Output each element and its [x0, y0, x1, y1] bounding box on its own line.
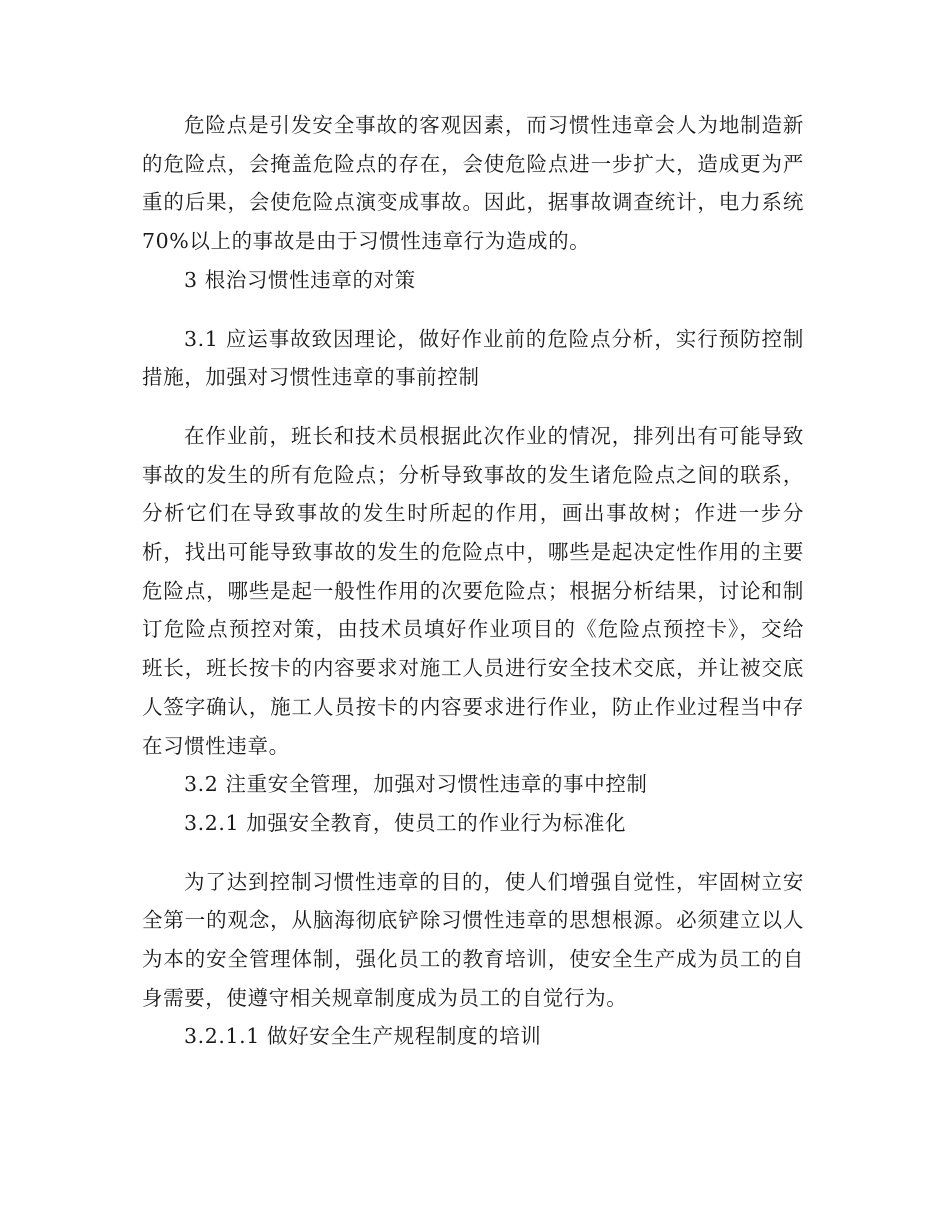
paragraph-safety-education: 为了达到控制习惯性违章的目的，使人们增强自觉性，牢固树立安全第一的观念，从脑海彻底铲除习惯性违章的思想根源。必须建立以人为本的安全管理体制，强化员工的教育培训，使安全生产成为员工的自身需要，使遵守相关规章制度成为员工的自觉行为。 — [142, 869, 804, 1010]
section-heading-3-2-1: 3.2.1 加强安全教育，使员工的作业行为标准化 — [184, 810, 627, 835]
section-heading-3: 3 根治习惯性违章的对策 — [184, 267, 416, 292]
section-heading-3-2-1-1: 3.2.1.1 做好安全生产规程制度的培训 — [184, 1024, 542, 1049]
section-heading-3-1: 3.1 应运事故致因理论，做好作业前的危险点分析，实行预防控制措施，加强对习惯性违章的事前控制 — [142, 326, 804, 390]
section-heading-3-2: 3.2 注重安全管理，加强对习惯性违章的事中控制 — [184, 772, 648, 797]
paragraph-risk-points: 危险点是引发安全事故的客观因素，而习惯性违章会人为地制造新的危险点，会掩盖危险点的存在，会使危险点进一步扩大，造成更为严重的后果，会使危险点演变成事故。因此，据事故调查统计，电力系统70%以上的事故是由于习惯性违章行为造成的。 — [142, 113, 804, 254]
document-page — [142, 106, 804, 1056]
paragraph-pre-work-analysis: 在作业前，班长和技术员根据此次作业的情况，排列出有可能导致事故的发生的所有危险点；分析导致事故的发生诸危险点之间的联系，分析它们在导致事故的发生时所起的作用，画出事故树；作进一步分析，找出可能导致事故的发生的危险点中，哪些是起决定性作用的主要危险点，哪些是起一般性作用的次要危险点；根据分析结果，讨论和制订危险点预控对策，由技术员填好作业项目的《危险点预控卡》，交给班长，班长按卡的内容要求对施工人员进行安全技术交底，并让被交底人签字确认，施工人员按卡的内容要求进行作业，防止作业过程当中存在习惯性违章。 — [142, 423, 804, 758]
